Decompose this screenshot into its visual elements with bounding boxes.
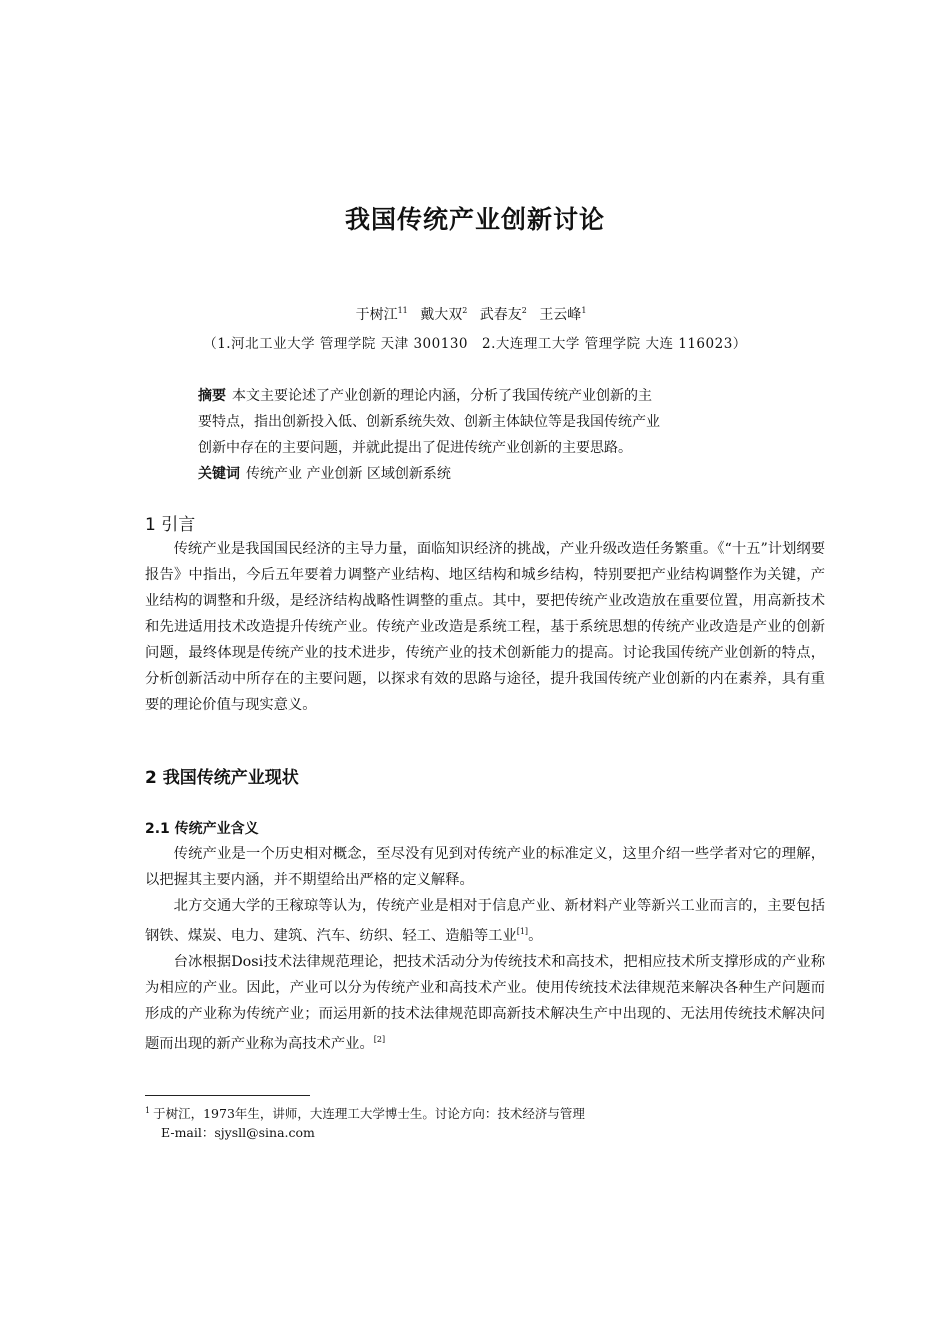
- author-affil-mark: 2: [521, 306, 527, 316]
- author-name: 戴大双: [420, 307, 463, 323]
- subsection-heading: 2.1 传统产业含义: [145, 821, 259, 837]
- abstract-block: [198, 383, 758, 487]
- author-name: 王云峰: [539, 307, 582, 323]
- citation-ref: [1]: [516, 927, 529, 936]
- section-heading-status: 2 我国传统产业现状: [145, 768, 299, 788]
- keywords-line: [198, 461, 758, 487]
- author-list: [0, 304, 950, 324]
- footnote-rule: [145, 1095, 310, 1096]
- section-heading-intro: 1 引言: [145, 515, 196, 535]
- paragraph: 传统产业是我国国民经济的主导力量，面临知识经济的挑战，产业升级改造任务繁重。《“十五”计划纲要报告》中指出，今后五年要着力调整产业结构、地区结构和城乡结构，特别要把产业结构调整作为关键，产业结构的调整和升级，是经济结构战略性调整的重点。其中，要把传统产业改造放在重要位置，用高新技术和先进适用技术改造提升传统产业。传统产业改造是系统工程，基于系统思想的传统产业改造是产业的创新问题，最终体现是传统产业的技术进步，传统产业的技术创新能力的提高。讨论我国传统产业创新的特点，分析创新活动中所存在的主要问题，以探求有效的思路与途径，提升我国传统产业创新的内在素养，具有重要的理论价值与现实意义。: [145, 541, 825, 713]
- abstract-label: 摘要: [198, 388, 226, 404]
- abstract-line: 创新中存在的主要问题，并就此提出了促进传统产业创新的主要思路。: [198, 440, 632, 456]
- footnote-email: E-mail：sjysll@sina.com: [161, 1125, 315, 1141]
- footnote-line: $^1$ 于树江，1973年生，讲师，大连理工大学博士生。讨论方向：技术经济与管理: [145, 1106, 585, 1122]
- paper-title: 我国传统产业创新讨论: [344, 205, 605, 234]
- keywords: 传统产业 产业创新 区域创新系统: [246, 466, 451, 482]
- intro-body: [145, 536, 825, 718]
- author-name: 武春友: [479, 307, 522, 323]
- footnote: [145, 1101, 585, 1142]
- paragraph: 北方交通大学的王稼琼等认为，传统产业是相对于信息产业、新材料产业等新兴工业而言的，主要包括钢铁、煤炭、电力、建筑、汽车、纺织、轻工、造船等工业[1]。: [145, 898, 825, 944]
- author-affil-mark: 2: [462, 306, 468, 316]
- subsection-body: [145, 841, 825, 1057]
- abstract-line: 摘要 本文主要论述了产业创新的理论内涵，分析了我国传统产业创新的主: [198, 388, 652, 404]
- author-affil-mark: 1: [581, 306, 587, 316]
- abstract-line: 要特点，指出创新投入低、创新系统失效、创新主体缺位等是我国传统产业: [198, 414, 660, 430]
- citation-ref: [2]: [373, 1034, 386, 1044]
- author-name: 于树江: [355, 307, 398, 323]
- keywords-label: 关键词: [198, 466, 240, 482]
- affiliations: （1.河北工业大学 管理学院 天津 300130 2.大连理工大学 管理学院 大连 116023）: [203, 336, 747, 352]
- footnote-mark: 1: [145, 1106, 151, 1115]
- paragraph: 传统产业是一个历史相对概念，至尽没有见到对传统产业的标准定义，这里介绍一些学者对它的理解，以把握其主要内涵，并不期望给出严格的定义解释。: [145, 846, 825, 888]
- author-affil-mark: 11: [397, 306, 408, 316]
- paragraph: 台冰根据Dosi技术法律规范理论，把技术活动分为传统技术和高技术，把相应技术所支撑形成的产业称为相应的产业。因此，产业可以分为传统产业和高技术产业。使用传统技术法律规范来解决各种生产问题而形成的产业称为传统产业；而运用新的技术法律规范即高新技术解决生产中出现的、无法用传统技术解决问题而出现的新产业称为高技术产业。[2]: [145, 953, 825, 1052]
